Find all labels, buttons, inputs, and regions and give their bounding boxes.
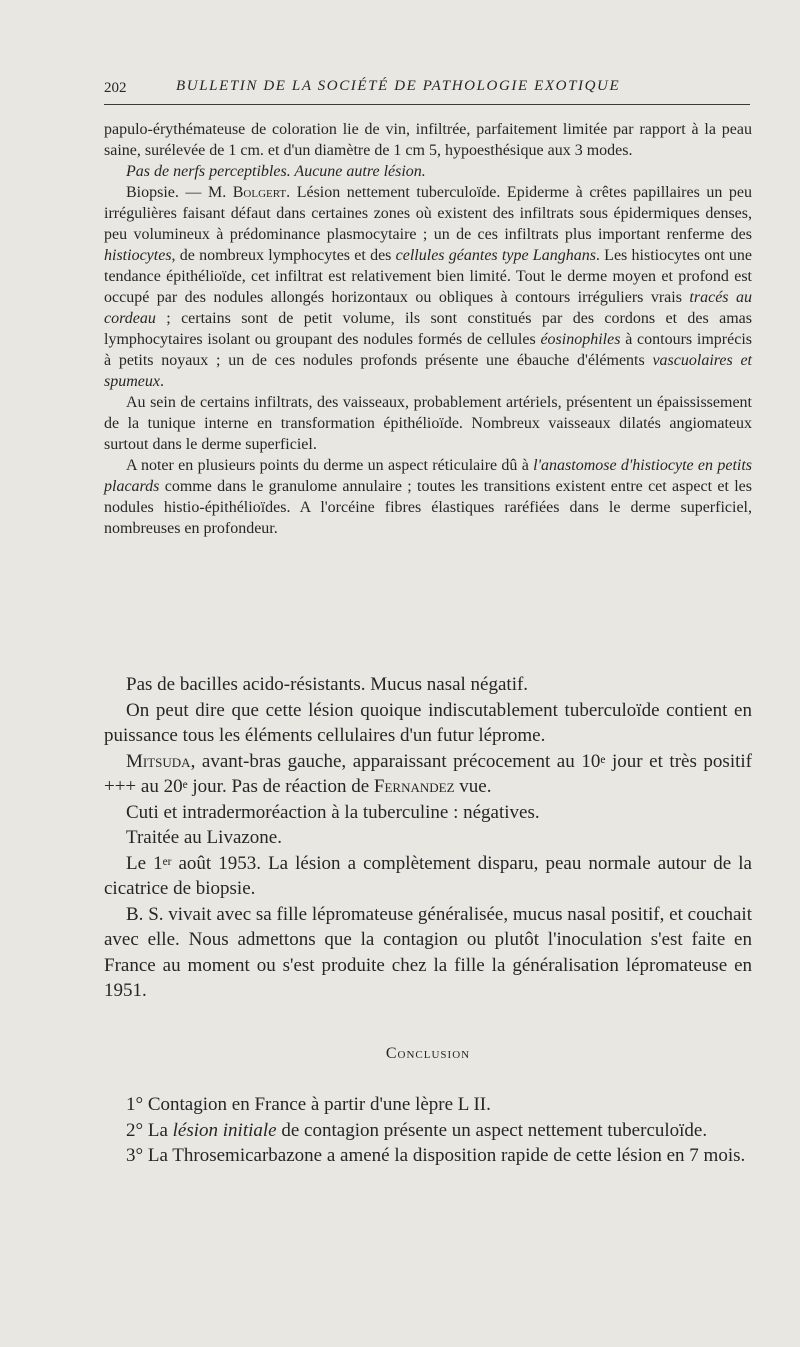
paragraph-treatment: Traitée au Livazone.: [126, 827, 282, 848]
italic-term: histiocytes: [104, 247, 172, 264]
biopsy-text: , de nombreux lymphocytes et des: [171, 247, 396, 264]
italic-term: lésion initiale: [172, 1119, 277, 1141]
mitsuda-text: , avant-bras gauche, apparaissant précocement au 10: [190, 750, 601, 772]
paragraph-contagion: B. S. vivait avec sa fille lépromateuse généralisée, mucus nasal positif, et couchait avec elle. Nous admettons que la contagion ou plutôt l'inoculation s'est faite en France au moment ou s'est produite chez la fille la généralisation lépromateuse en 1951.: [104, 903, 752, 1001]
conclusion-text: 2° La: [126, 1119, 173, 1141]
biopsy-text: Biopsie. — M.: [126, 184, 233, 201]
italic-term: éosinophiles: [540, 331, 621, 348]
paragraph-lesion-description: papulo-érythémateuse de coloration lie de vin, infiltrée, parfaitement limitée par rapport à la peau saine, surélevée de 1 cm. et d'un diamètre de 1 cm 5, hypoesthésique aux 3 modes.: [104, 121, 752, 159]
paragraph-cuti: Cuti et intradermoréaction à la tuberculine : négatives.: [126, 801, 540, 823]
reticular-text: comme dans le granulome annulaire ; toutes les transitions existent entre cet aspect et les nodules histio-épithélioïdes. A l'orcéine fibres élastiques raréfiées dans le derme superficiel, nombreuses en profondeur.: [104, 478, 752, 537]
journal-title: BULLETIN DE LA SOCIÉTÉ DE PATHOLOGIE EXOTIQUE: [176, 78, 621, 94]
italic-term: tracés au cordeau: [104, 289, 752, 327]
author-mitsuda: Mitsuda: [126, 750, 191, 772]
conclusion-item-2: [104, 1118, 752, 1144]
biopsy-text: à contours imprécis à petits noyaux ; un de ces nodules profonds présente une ébauche d'éléments: [104, 331, 753, 369]
paragraph-vessels: Au sein de certains infiltrats, des vaisseaux, probablement artériels, présentent un épaississement de la tunique interne en transformation épithélioïde. Nombreux vaisseaux dilatés angiomateux surtout dans le derme superficiel.: [104, 394, 752, 453]
paragraph-tuberculoid: On peut dire que cette lésion quoique indiscutablement tuberculoïde contient en puissance tous les éléments cellulaires d'un futur léprome.: [104, 699, 752, 746]
running-head: [104, 78, 752, 102]
conclusion-list: [104, 1092, 752, 1169]
paragraph-mitsuda: [104, 749, 752, 800]
italic-term: l'anastomose d'histiocyte en petits placards: [104, 457, 753, 495]
superscript: er: [162, 855, 172, 868]
italic-term: vascuolaires et spumeux: [104, 352, 753, 390]
author-fernandez: Fernandez: [373, 776, 455, 797]
paragraph-outcome: [104, 851, 752, 902]
mitsuda-text: jour et très positif +++ au 20: [104, 750, 752, 797]
superscript: e: [182, 779, 188, 792]
section-title-conclusion: Conclusion: [385, 1045, 471, 1062]
conclusion-item-3: 3° La Throsemicarbazone a amené la disposition rapide de cette lésion en 7 mois.: [126, 1145, 746, 1166]
outcome-text: août 1953. La lésion a complètement disparu, peau normale autour de la cicatrice de biopsie.: [104, 852, 752, 899]
mitsuda-text: vue.: [454, 776, 492, 797]
conclusion-item-1: 1° Contagion en France à partir d'une lèpre L II.: [126, 1094, 491, 1115]
mitsuda-text: jour. Pas de réaction de: [187, 776, 374, 797]
conclusion-text: de contagion présente un aspect nettement tuberculoïde.: [276, 1119, 708, 1141]
header-rule: [104, 104, 750, 105]
paragraph-reticular: [104, 455, 752, 539]
biopsy-text: . Lésion nettement tuberculoïde. Epiderme à crêtes papillaires un peu irrégulières faisant défaut dans certaines zones où existent des infiltrats sous épidermiques denses, peu volumineux à prédominance plasmocytaire ; un de ces infiltrats plus important renferme des: [104, 184, 752, 243]
biopsy-text: .: [159, 373, 164, 390]
paragraph-no-nerves: [104, 161, 752, 182]
italic-no-nerves: Pas de nerfs perceptibles. Aucune autre lésion.: [126, 163, 426, 180]
outcome-text: Le 1: [126, 852, 163, 874]
case-report-large-text: [104, 672, 752, 1004]
paragraph-bacilli: Pas de bacilles acido-résistants. Mucus nasal négatif.: [126, 674, 529, 695]
biopsy-text: ; certains sont de petit volume, ils sont constitués par des cordons et des amas lymphocytaires isolant ou groupant des nodules formés de cellules: [104, 310, 752, 348]
case-report-small-text: [104, 119, 752, 539]
paragraph-biopsy: [104, 182, 752, 392]
page-number: 202: [104, 80, 127, 96]
author-bolgert: Bolgert: [232, 184, 287, 201]
biopsy-text: . Les histiocytes ont une tendance épithélioïde, cet infiltrat est relativement bien limité. Tout le derme moyen et profond est occupé par des nodules allongés horizontaux ou obliques à contours irréguliers vrais: [104, 247, 752, 306]
reticular-text: A noter en plusieurs points du derme un aspect réticulaire dû à: [126, 457, 534, 474]
superscript: e: [600, 753, 606, 766]
italic-term: cellules géantes type Langhans: [395, 247, 596, 264]
